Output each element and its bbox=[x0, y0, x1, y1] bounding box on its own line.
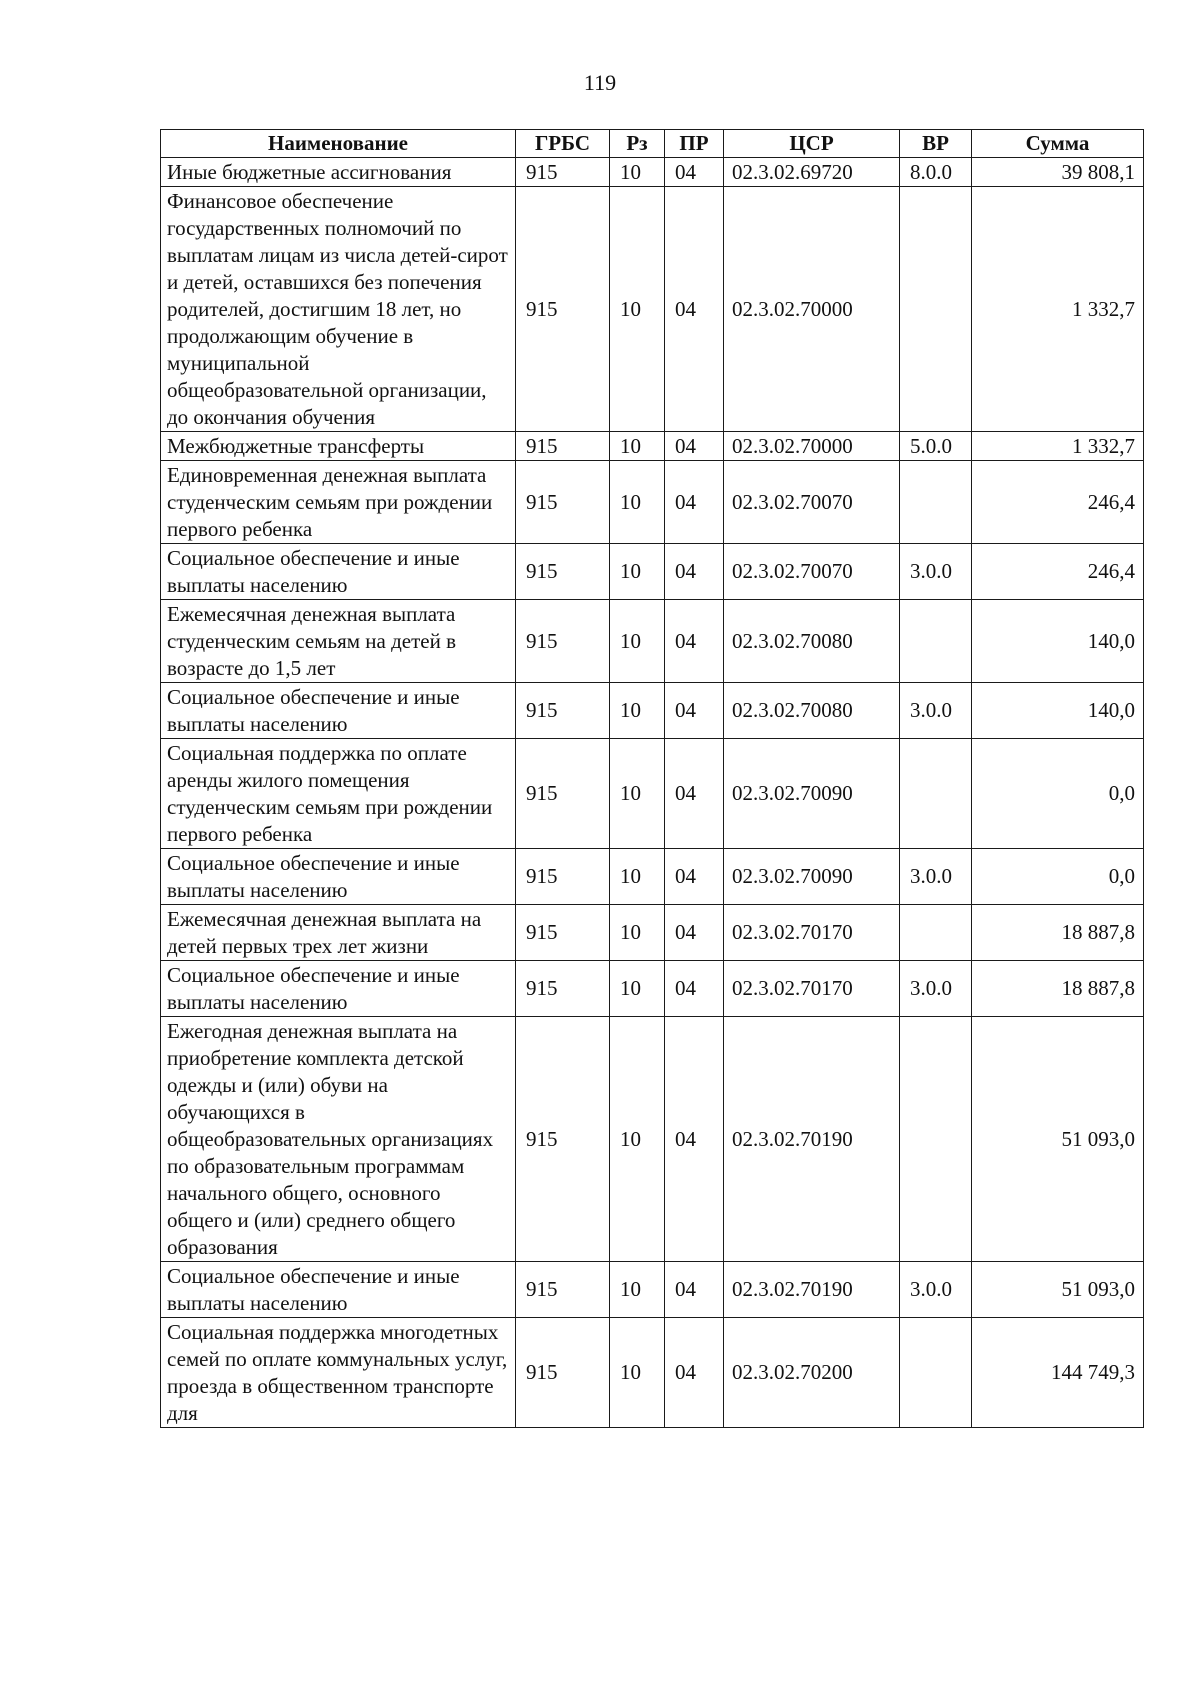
table-row bbox=[161, 849, 1144, 905]
cell-name: Иные бюджетные ассигнования bbox=[161, 158, 516, 187]
header-sum: Сумма bbox=[972, 130, 1144, 158]
cell-rz: 10 bbox=[610, 961, 665, 1017]
cell-vr bbox=[900, 187, 972, 432]
cell-grbs: 915 bbox=[516, 739, 610, 849]
cell-pr: 04 bbox=[665, 461, 724, 544]
cell-pr: 04 bbox=[665, 158, 724, 187]
table-row bbox=[161, 187, 1144, 432]
cell-sum: 144 749,3 bbox=[972, 1318, 1144, 1428]
cell-csr: 02.3.02.70000 bbox=[724, 432, 900, 461]
header-rz: Рз bbox=[610, 130, 665, 158]
cell-name: Социальная поддержка по оплате аренды жилого помещения студенческим семьям при рождении первого ребенка bbox=[161, 739, 516, 849]
cell-name: Социальное обеспечение и иные выплаты населению bbox=[161, 683, 516, 739]
cell-csr: 02.3.02.70170 bbox=[724, 905, 900, 961]
cell-pr: 04 bbox=[665, 1017, 724, 1262]
cell-sum: 39 808,1 bbox=[972, 158, 1144, 187]
cell-grbs: 915 bbox=[516, 961, 610, 1017]
cell-csr: 02.3.02.70090 bbox=[724, 849, 900, 905]
cell-rz: 10 bbox=[610, 600, 665, 683]
cell-vr: 3.0.0 bbox=[900, 961, 972, 1017]
cell-vr bbox=[900, 905, 972, 961]
cell-csr: 02.3.02.70080 bbox=[724, 683, 900, 739]
cell-vr bbox=[900, 1017, 972, 1262]
cell-grbs: 915 bbox=[516, 1318, 610, 1428]
cell-sum: 1 332,7 bbox=[972, 432, 1144, 461]
table-row bbox=[161, 739, 1144, 849]
cell-rz: 10 bbox=[610, 461, 665, 544]
table-row bbox=[161, 544, 1144, 600]
cell-csr: 02.3.02.70170 bbox=[724, 961, 900, 1017]
cell-rz: 10 bbox=[610, 1262, 665, 1318]
cell-name: Социальное обеспечение и иные выплаты населению bbox=[161, 1262, 516, 1318]
table-row bbox=[161, 683, 1144, 739]
cell-sum: 0,0 bbox=[972, 849, 1144, 905]
cell-pr: 04 bbox=[665, 905, 724, 961]
cell-grbs: 915 bbox=[516, 187, 610, 432]
cell-vr bbox=[900, 600, 972, 683]
cell-rz: 10 bbox=[610, 1017, 665, 1262]
cell-pr: 04 bbox=[665, 1262, 724, 1318]
cell-csr: 02.3.02.70190 bbox=[724, 1017, 900, 1262]
header-pr: ПР bbox=[665, 130, 724, 158]
table-row bbox=[161, 158, 1144, 187]
cell-rz: 10 bbox=[610, 544, 665, 600]
cell-csr: 02.3.02.70070 bbox=[724, 544, 900, 600]
header-name: Наименование bbox=[161, 130, 516, 158]
cell-sum: 1 332,7 bbox=[972, 187, 1144, 432]
header-vr: ВР bbox=[900, 130, 972, 158]
table-body bbox=[161, 158, 1144, 1428]
cell-grbs: 915 bbox=[516, 1017, 610, 1262]
table-row bbox=[161, 600, 1144, 683]
cell-vr: 3.0.0 bbox=[900, 683, 972, 739]
cell-csr: 02.3.02.70200 bbox=[724, 1318, 900, 1428]
table-row bbox=[161, 1318, 1144, 1428]
cell-grbs: 915 bbox=[516, 849, 610, 905]
cell-name: Ежегодная денежная выплата на приобретение комплекта детской одежды и (или) обуви на обучающихся в общеобразовательных организациях по образовательным программам начального общего, основного общего и (или) среднего общего образования bbox=[161, 1017, 516, 1262]
cell-vr: 3.0.0 bbox=[900, 544, 972, 600]
cell-vr bbox=[900, 461, 972, 544]
cell-vr bbox=[900, 739, 972, 849]
cell-name: Единовременная денежная выплата студенческим семьям при рождении первого ребенка bbox=[161, 461, 516, 544]
table-row bbox=[161, 905, 1144, 961]
cell-pr: 04 bbox=[665, 683, 724, 739]
cell-vr bbox=[900, 1318, 972, 1428]
cell-vr: 5.0.0 bbox=[900, 432, 972, 461]
cell-vr: 8.0.0 bbox=[900, 158, 972, 187]
cell-pr: 04 bbox=[665, 849, 724, 905]
cell-sum: 51 093,0 bbox=[972, 1262, 1144, 1318]
cell-pr: 04 bbox=[665, 1318, 724, 1428]
cell-pr: 04 bbox=[665, 544, 724, 600]
table-row bbox=[161, 961, 1144, 1017]
cell-name: Социальное обеспечение и иные выплаты населению bbox=[161, 961, 516, 1017]
table-row bbox=[161, 461, 1144, 544]
table-row bbox=[161, 432, 1144, 461]
cell-pr: 04 bbox=[665, 961, 724, 1017]
cell-rz: 10 bbox=[610, 1318, 665, 1428]
cell-csr: 02.3.02.70190 bbox=[724, 1262, 900, 1318]
cell-sum: 0,0 bbox=[972, 739, 1144, 849]
cell-name: Ежемесячная денежная выплата на детей первых трех лет жизни bbox=[161, 905, 516, 961]
budget-table bbox=[160, 129, 1144, 1428]
cell-rz: 10 bbox=[610, 739, 665, 849]
cell-sum: 18 887,8 bbox=[972, 961, 1144, 1017]
cell-grbs: 915 bbox=[516, 600, 610, 683]
cell-csr: 02.3.02.69720 bbox=[724, 158, 900, 187]
cell-grbs: 915 bbox=[516, 158, 610, 187]
cell-pr: 04 bbox=[665, 432, 724, 461]
cell-name: Социальное обеспечение и иные выплаты населению bbox=[161, 849, 516, 905]
cell-csr: 02.3.02.70080 bbox=[724, 600, 900, 683]
cell-grbs: 915 bbox=[516, 432, 610, 461]
cell-rz: 10 bbox=[610, 187, 665, 432]
table-header-row bbox=[161, 130, 1144, 158]
cell-pr: 04 bbox=[665, 739, 724, 849]
cell-sum: 140,0 bbox=[972, 683, 1144, 739]
cell-pr: 04 bbox=[665, 187, 724, 432]
header-csr: ЦСР bbox=[724, 130, 900, 158]
cell-rz: 10 bbox=[610, 432, 665, 461]
cell-sum: 246,4 bbox=[972, 544, 1144, 600]
cell-vr: 3.0.0 bbox=[900, 1262, 972, 1318]
cell-name: Финансовое обеспечение государственных полномочий по выплатам лицам из числа детей-сирот и детей, оставшихся без попечения родителей, достигшим 18 лет, но продолжающим обучение в муниципальной общеобразовательной организации, до окончания обучения bbox=[161, 187, 516, 432]
cell-name: Межбюджетные трансферты bbox=[161, 432, 516, 461]
cell-grbs: 915 bbox=[516, 544, 610, 600]
cell-csr: 02.3.02.70090 bbox=[724, 739, 900, 849]
cell-rz: 10 bbox=[610, 158, 665, 187]
cell-pr: 04 bbox=[665, 600, 724, 683]
cell-name: Социальная поддержка многодетных семей по оплате коммунальных услуг, проезда в общественном транспорте для bbox=[161, 1318, 516, 1428]
page-number: 119 bbox=[583, 70, 617, 95]
cell-grbs: 915 bbox=[516, 683, 610, 739]
cell-vr: 3.0.0 bbox=[900, 849, 972, 905]
cell-rz: 10 bbox=[610, 905, 665, 961]
cell-csr: 02.3.02.70000 bbox=[724, 187, 900, 432]
header-grbs: ГРБС bbox=[516, 130, 610, 158]
cell-sum: 246,4 bbox=[972, 461, 1144, 544]
cell-grbs: 915 bbox=[516, 461, 610, 544]
cell-grbs: 915 bbox=[516, 1262, 610, 1318]
cell-rz: 10 bbox=[610, 683, 665, 739]
cell-csr: 02.3.02.70070 bbox=[724, 461, 900, 544]
cell-sum: 18 887,8 bbox=[972, 905, 1144, 961]
cell-sum: 140,0 bbox=[972, 600, 1144, 683]
cell-name: Ежемесячная денежная выплата студенческим семьям на детей в возрасте до 1,5 лет bbox=[161, 600, 516, 683]
cell-sum: 51 093,0 bbox=[972, 1017, 1144, 1262]
cell-grbs: 915 bbox=[516, 905, 610, 961]
table-row bbox=[161, 1017, 1144, 1262]
cell-rz: 10 bbox=[610, 849, 665, 905]
cell-name: Социальное обеспечение и иные выплаты населению bbox=[161, 544, 516, 600]
table-row bbox=[161, 1262, 1144, 1318]
